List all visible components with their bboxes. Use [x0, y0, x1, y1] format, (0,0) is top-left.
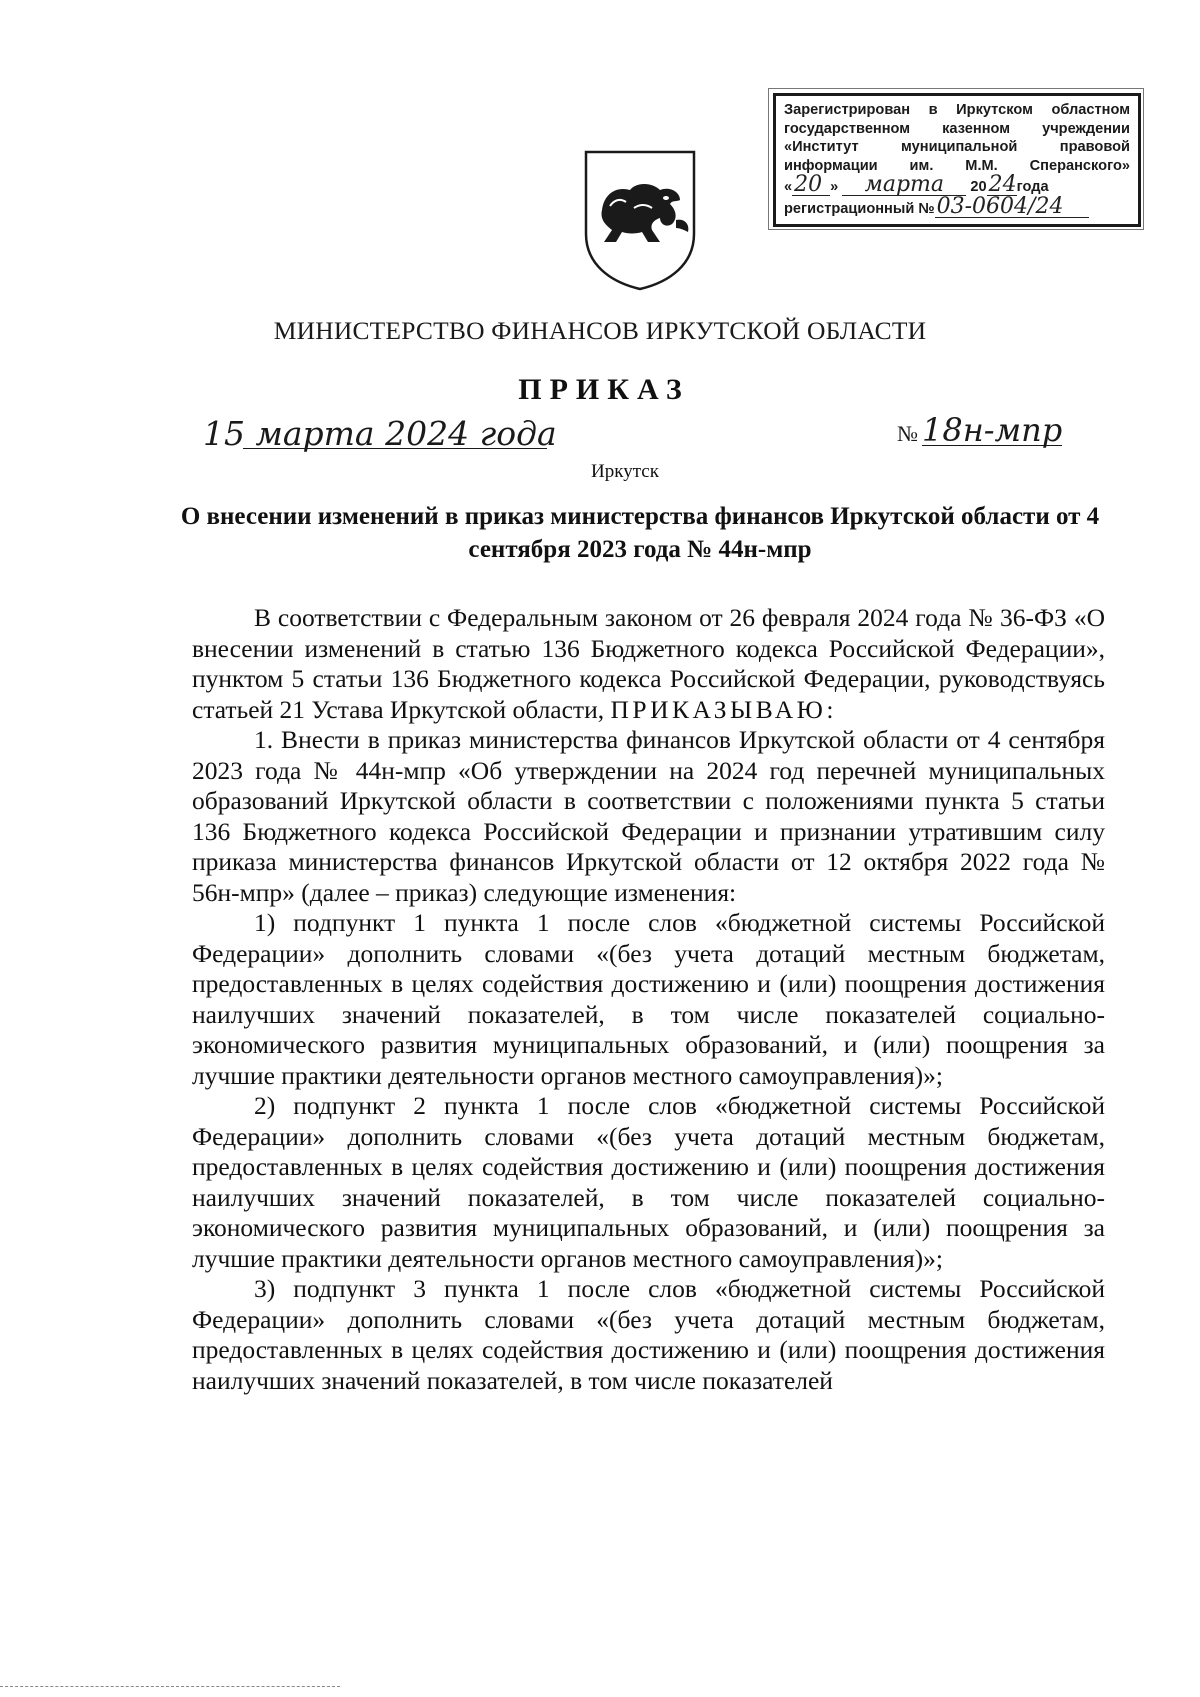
ministry-name: МИНИСТЕРСТВО ФИНАНСОВ ИРКУТСКОЙ ОБЛАСТИ — [273, 316, 927, 345]
stamp-date-close: » — [830, 179, 839, 195]
stamp-year-suffix: 24 — [988, 172, 1017, 197]
order-number-handwritten: 18н-мпр — [922, 411, 1063, 449]
registration-stamp — [773, 93, 1141, 227]
stamp-month: марта — [842, 175, 966, 196]
coat-of-arms-icon — [580, 148, 700, 292]
stamp-reg-label: регистрационный № — [784, 200, 935, 217]
stamp-year-word: года — [1016, 179, 1049, 195]
document-type-title: ПРИКАЗ — [518, 373, 690, 406]
document-title: О внесении изменений в приказ министерства финансов Иркутской области от 4 сентября 2023 года № 44н-мпр — [180, 503, 1100, 563]
stamp-line-2: государственном казенном учреждении — [784, 120, 1130, 137]
stamp-line-3: «Институт муниципальной правовой — [784, 139, 1130, 155]
stamp-day: 20 — [792, 175, 830, 196]
order-number — [897, 411, 1063, 449]
item-1-paragraph: 1. Внести в приказ министерства финансов Иркутской области от 4 сентября 2023 года № 44н-мпр «Об утверждении на 2024 год перечней муниципальных образований Иркутской области в соответствии с положениями пункта 5 статьи 136 Бюджетного кодекса Российской Федерации и признании утратившим силу приказа министерства финансов Иркутской области от 12 октября 2022 года № 56н-мпр» (далее – приказ) следующие изменения: — [192, 725, 1105, 907]
city-name: Иркутск — [591, 461, 659, 482]
preamble-text: В соответствии с Федеральным законом от 26 февраля 2024 года № 36-ФЗ «О внесении изменений в статью 136 Бюджетного кодекса Российской Федерации», пунктом 5 статьи 136 Бюджетного кодекса Российской Федерации, руководствуясь статьей 21 Устава Иркутской области, — [192, 603, 1105, 724]
stamp-line-4: информации им. М.М. Сперанского» — [784, 157, 1130, 174]
order-date-text: 15 марта 2024 года — [203, 414, 557, 453]
subitem-3-paragraph: 3) подпункт 3 пункта 1 после слов «бюджетной системы Российской Федерации» дополнить словами «(без учета дотаций местным бюджетам, предоставленных в целях содействия достижению и (или) поощрения достижения наилучших значений показателей, в том числе показателей — [192, 1274, 1105, 1395]
preamble-paragraph — [192, 603, 1105, 725]
stamp-year-prefix: 20 — [970, 179, 987, 195]
number-sign: № — [897, 421, 918, 446]
stamp-reg — [784, 193, 1130, 219]
order-date-handwritten — [203, 414, 557, 453]
stamp-date-open: « — [784, 179, 793, 195]
document-body — [192, 603, 1105, 1396]
subitem-1-paragraph: 1) подпункт 1 пункта 1 после слов «бюджетной системы Российской Федерации» дополнить словами «(без учета дотаций местным бюджетам, предоставленных в целях содействия достижению и (или) поощрения достижения наилучших значений показателей, в том числе показателей социально-экономического развития муниципальных образований, и (или) поощрения за лучшие практики деятельности органов местного самоуправления)»; — [192, 908, 1105, 1090]
order-date-underline — [243, 448, 547, 449]
prikazyvayu-word: ПРИКАЗЫВАЮ: — [610, 694, 837, 724]
subitem-2-paragraph: 2) подпункт 2 пункта 1 после слов «бюджетной системы Российской Федерации» дополнить словами «(без учета дотаций местным бюджетам, предоставленных в целях содействия достижению и (или) поощрения достижения наилучших значений показателей, в том числе показателей социально-экономического развития муниципальных образований, и (или) поощрения за лучшие практики деятельности органов местного самоуправления)»; — [192, 1091, 1105, 1273]
stamp-reg-number: 03-0604/24 — [935, 197, 1089, 218]
footer-rule — [0, 1686, 340, 1687]
stamp-line-1: Зарегистрирован в Иркутском областном — [784, 102, 1130, 118]
